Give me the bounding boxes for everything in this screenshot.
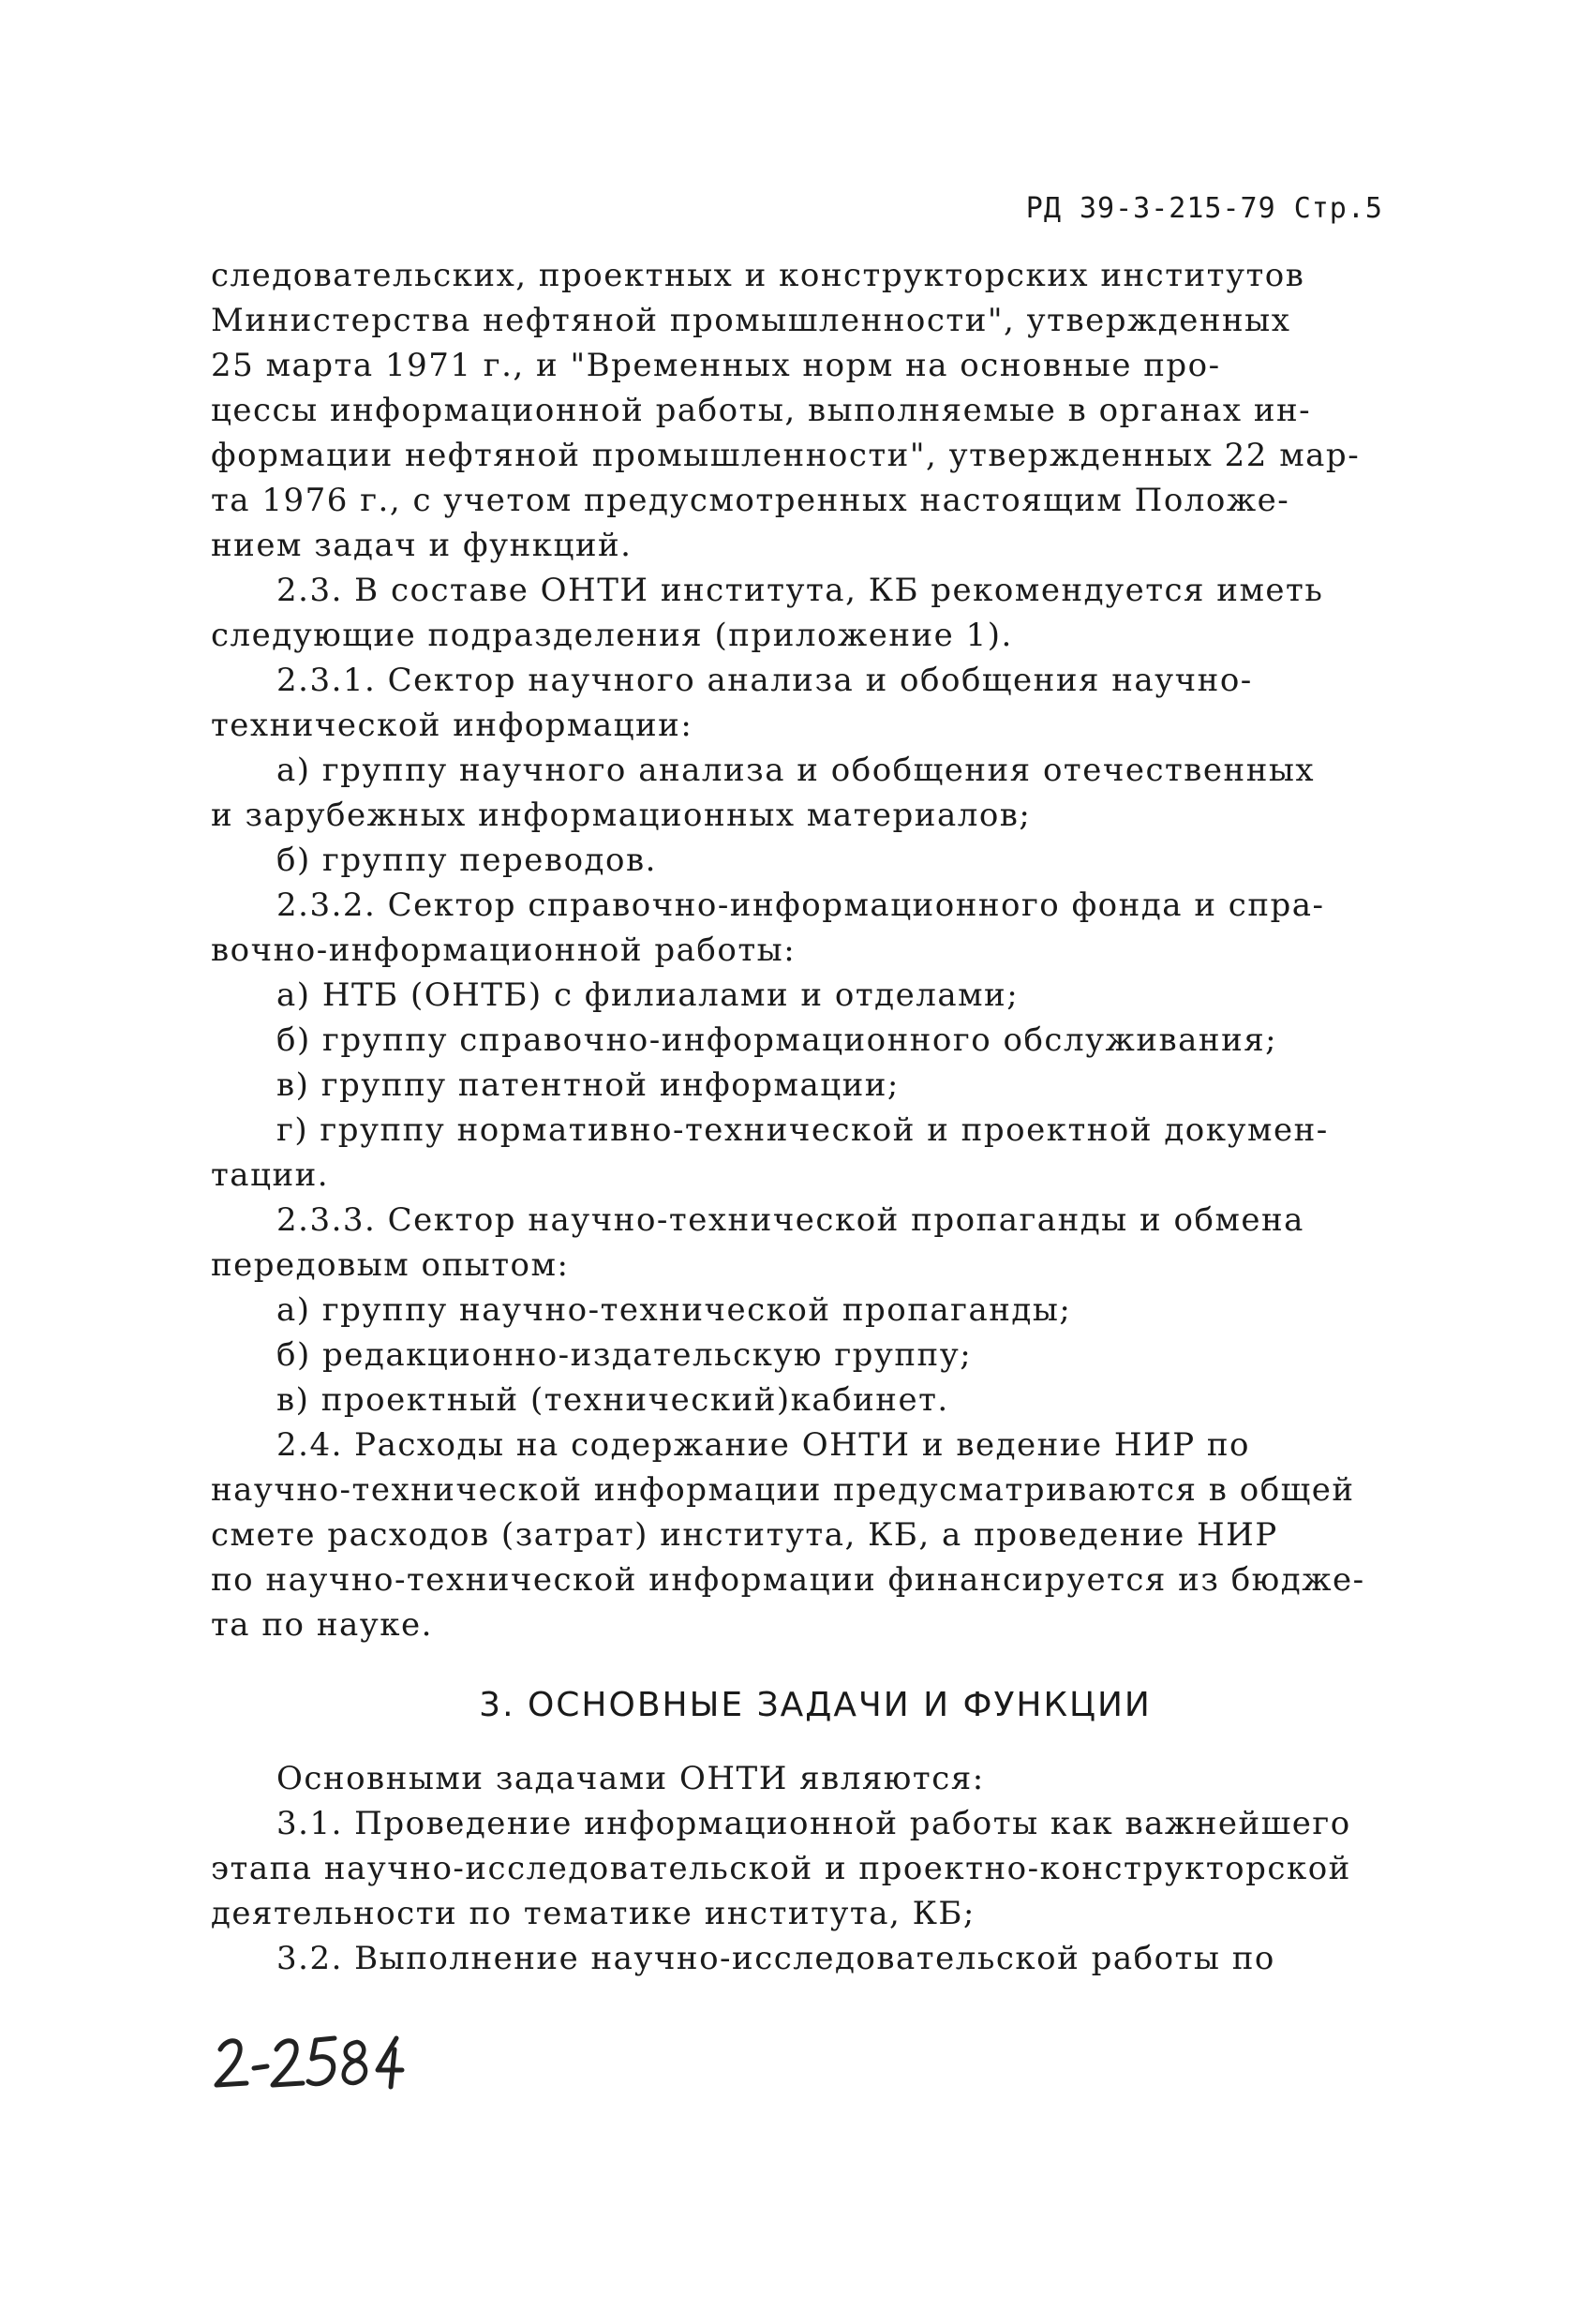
list-item: г) группу нормативно-технической и проектной докумен- — [276, 1111, 1329, 1149]
list-item: б) редакционно-издательскую группу; — [276, 1336, 973, 1374]
text-line: та по науке. — [211, 1606, 433, 1644]
paragraph-2-3-1: 2.3.1. Сектор научного анализа и обобщения научно- — [276, 662, 1253, 699]
text-line: деятельности по тематике института, КБ; — [211, 1895, 976, 1932]
paragraph-2-3-2: 2.3.2. Сектор справочно-информационного фонда и спра- — [276, 886, 1325, 924]
list-item: а) группу научно-технической пропаганды; — [276, 1291, 1072, 1329]
text-line: передовым опытом: — [211, 1246, 570, 1284]
text-line: следующие подразделения (приложение 1). — [211, 617, 1013, 654]
text-line: смете расходов (затрат) института, КБ, а проведение НИР — [211, 1516, 1278, 1554]
text-line: вочно-информационной работы: — [211, 931, 797, 969]
text-line: Министерства нефтяной промышленности", утвержденных — [211, 302, 1291, 339]
page-header: РД 39-3-215-79 Стр.5 — [1025, 192, 1383, 225]
text-line: та 1976 г., с учетом предусмотренных настоящим Положе- — [211, 482, 1290, 519]
list-item: а) группу научного анализа и обобщения отечественных — [276, 752, 1316, 789]
list-item: в) группу патентной информации; — [276, 1066, 900, 1104]
text-line: нием задач и функций. — [211, 527, 633, 564]
list-item: а) НТБ (ОНТБ) с филиалами и отделами; — [276, 976, 1020, 1014]
text-line: тации. — [211, 1156, 330, 1194]
text-line: цессы информационной работы, выполняемые в органах ин- — [211, 392, 1312, 429]
list-item: б) группу справочно-информационного обслуживания; — [276, 1021, 1278, 1059]
list-item: в) проектный (технический)кабинет. — [276, 1381, 949, 1419]
paragraph-2-4: 2.4. Расходы на содержание ОНТИ и ведение НИР по — [276, 1426, 1251, 1464]
text-line: и зарубежных информационных материалов; — [211, 797, 1032, 834]
section-title: 3. ОСНОВНЫЕ ЗАДАЧИ И ФУНКЦИИ — [479, 1686, 1152, 1724]
text-line: по научно-технической информации финансируется из бюдже- — [211, 1561, 1365, 1599]
paragraph-3-1: 3.1. Проведение информационной работы как важнейшего — [276, 1805, 1351, 1842]
text-line: следовательских, проектных и конструкторских институтов — [211, 257, 1305, 294]
paragraph-3-2: 3.2. Выполнение научно-исследовательской работы по — [276, 1940, 1275, 1977]
text-line: 25 марта 1971 г., и "Временных норм на основные про- — [211, 347, 1221, 384]
paragraph-2-3: 2.3. В составе ОНТИ института, КБ рекомендуется иметь — [276, 572, 1324, 609]
list-item: б) группу переводов. — [276, 842, 657, 879]
paragraph-2-3-3: 2.3.3. Сектор научно-технической пропаганды и обмена — [276, 1201, 1304, 1239]
text-line: этапа научно-исследовательской и проектно-конструкторской — [211, 1850, 1351, 1887]
document-body — [211, 253, 1438, 1981]
text-line: научно-технической информации предусматриваются в общей — [211, 1471, 1355, 1509]
handwritten-mark — [211, 2029, 408, 2094]
text-line: технической информации: — [211, 707, 693, 744]
section-intro: Основными задачами ОНТИ являются: — [276, 1760, 985, 1797]
text-line: формации нефтяной промышленности", утвержденных 22 мар- — [211, 437, 1361, 474]
